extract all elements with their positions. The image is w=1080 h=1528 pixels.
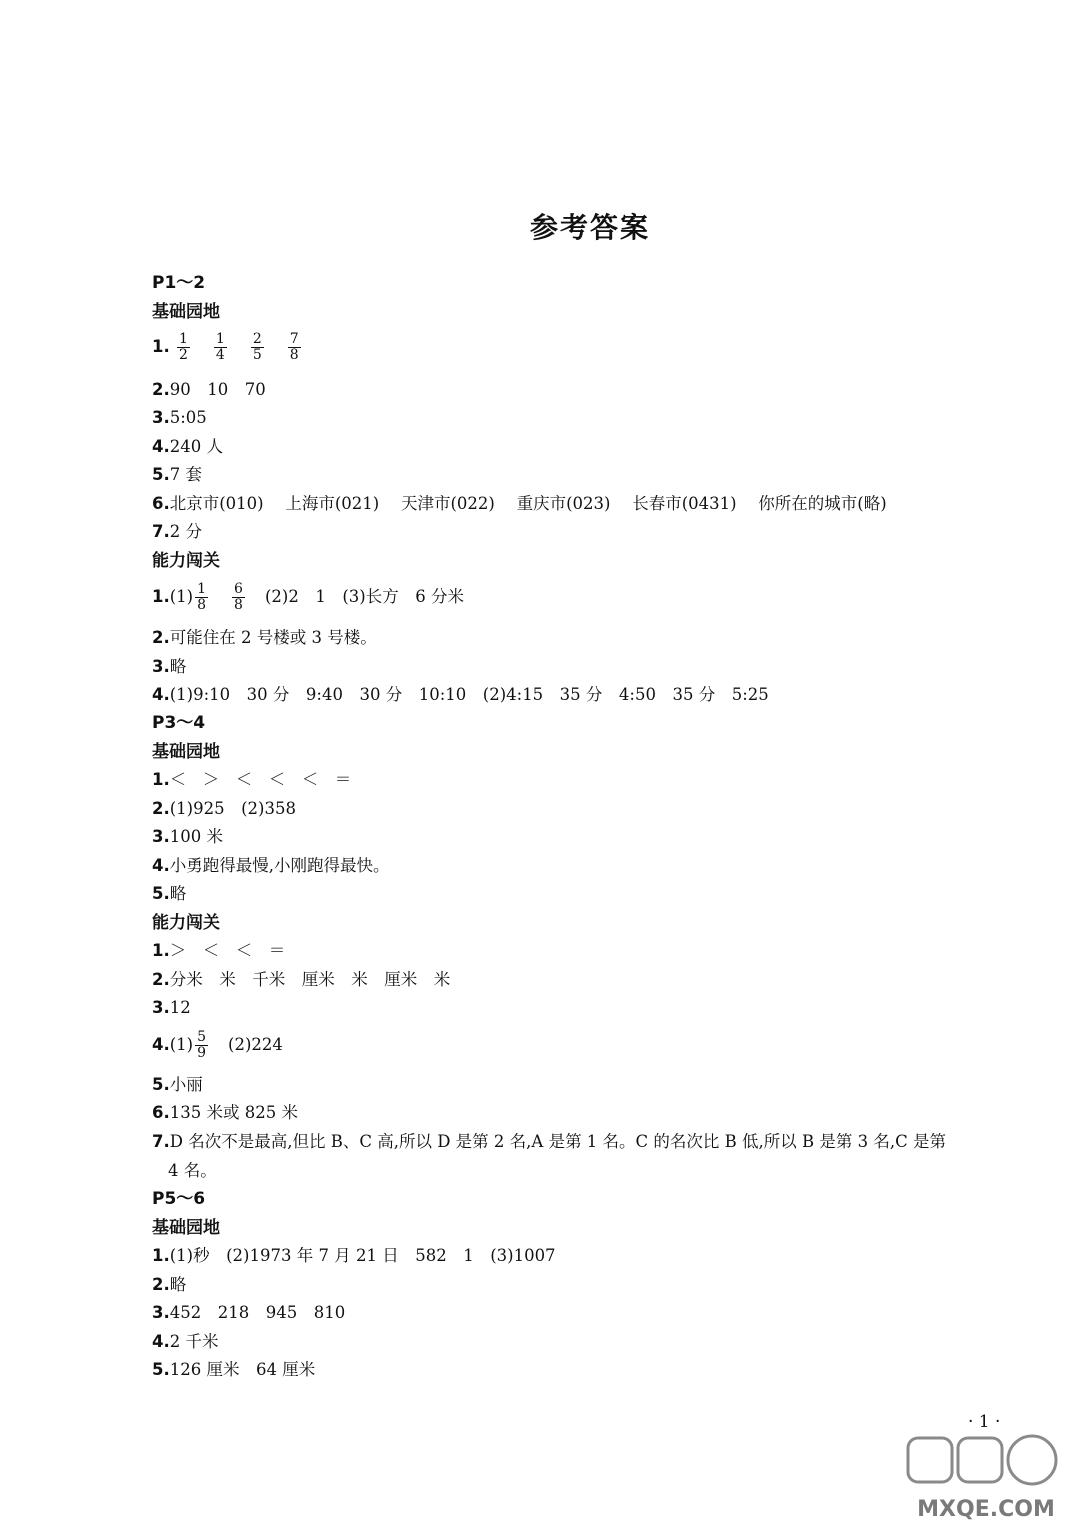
answer-text: 小丽: [169, 1075, 203, 1094]
answer-text: 12: [169, 998, 191, 1017]
fraction: [232, 582, 245, 613]
answer-p5-b2: [152, 1274, 186, 1296]
item-number: 2.: [152, 799, 170, 818]
fraction: [288, 332, 301, 363]
item-number: 1.: [152, 337, 170, 356]
item-number: 2.: [152, 628, 170, 647]
answer-text: 90 10 70: [169, 380, 266, 399]
subsection-basic-p5: 基础园地: [152, 1218, 220, 1238]
item-number: 1.: [152, 1246, 170, 1265]
fraction-numerator: 5: [197, 1029, 207, 1045]
item-number: 2.: [152, 970, 170, 989]
answer-p1-b5: [152, 464, 202, 486]
answer-p5-b3: [152, 1302, 345, 1324]
answer-text: 北京市(010) 上海市(021) 天津市(022) 重庆市(023) 长春市(0431) 你所在的城市(略): [169, 494, 887, 513]
answer-p3-a2: [152, 969, 450, 991]
item-number: 4.: [152, 1332, 170, 1351]
answer-text: (1)秒 (2)1973 年 7 月 21 日 582 1 (3)1007: [169, 1246, 556, 1265]
answer-p1-b1: [152, 332, 303, 363]
answer-p3-b3: [152, 826, 223, 848]
item-number: 6.: [152, 1103, 170, 1122]
item-number: 4.: [152, 437, 170, 456]
answer-p3-a7: [152, 1131, 946, 1153]
fraction-numerator: 1: [179, 331, 188, 347]
answer-text: 略: [169, 1275, 187, 1294]
item-number: 3.: [152, 408, 170, 427]
watermark-logo: [890, 1430, 1070, 1522]
fraction-numerator: 1: [215, 331, 225, 347]
answer-text: 7 套: [169, 465, 202, 484]
subsection-ability-p3: 能力闯关: [152, 913, 220, 933]
item-number: 1.: [152, 770, 170, 789]
fraction-numerator: 6: [234, 581, 243, 597]
answer-p1-a4: [152, 684, 769, 706]
answer-p1-b4: [152, 436, 223, 458]
answer-text: 小勇跑得最慢,小刚跑得最快。: [169, 856, 390, 875]
answer-p3-a5: [152, 1074, 203, 1096]
answer-p3-a3: [152, 997, 191, 1019]
answer-text: 略: [169, 884, 187, 903]
answer-text: (2)224: [228, 1035, 283, 1054]
answer-text: (1): [169, 587, 194, 606]
fraction-list: [193, 581, 247, 613]
answer-p3-b5: [152, 883, 186, 905]
fraction-list: [193, 1029, 210, 1061]
fraction: [195, 1030, 208, 1061]
answer-text: 240 人: [169, 437, 223, 456]
item-number: 3.: [152, 1303, 170, 1322]
item-number: 7.: [152, 1132, 170, 1151]
answer-p3-b2: [152, 798, 296, 820]
item-number: 4.: [152, 1035, 170, 1054]
fraction-denominator: 4: [215, 347, 225, 363]
answer-p5-b5: [152, 1359, 315, 1381]
answer-p1-b2: [152, 379, 266, 401]
fraction: [195, 582, 208, 613]
fraction-list: [175, 331, 303, 363]
answer-text: 分米 米 千米 厘米 米 厘米 米: [169, 970, 451, 989]
item-number: 3.: [152, 998, 170, 1017]
answer-text: ＞ ＜ ＜ ＝: [169, 941, 286, 960]
item-number: 3.: [152, 827, 170, 846]
answer-text: ＜ ＞ ＜ ＜ ＜ ＝: [169, 770, 352, 789]
item-number: 3.: [152, 657, 170, 676]
item-number: 1.: [152, 941, 170, 960]
fraction-denominator: 8: [234, 597, 243, 613]
answer-p5-b1: [152, 1245, 556, 1267]
item-number: 2.: [152, 380, 170, 399]
section-range-p3: P3～4: [152, 713, 206, 733]
answer-text: (1)925 (2)358: [169, 799, 296, 818]
fraction-denominator: 2: [179, 347, 188, 363]
item-number: 5.: [152, 884, 170, 903]
answer-text: (1): [169, 1035, 194, 1054]
answer-text: 452 218 945 810: [169, 1303, 346, 1322]
answer-p1-a3: [152, 656, 186, 678]
section-range-p1: P1～2: [152, 273, 206, 293]
answer-text: 126 厘米 64 厘米: [169, 1360, 316, 1379]
answer-text: D 名次不是最高,但比 B、C 高,所以 D 是第 2 名,A 是第 1 名。C 的名次比 B 低,所以 B 是第 3 名,C 是第: [169, 1132, 946, 1151]
fraction-denominator: 8: [197, 597, 207, 613]
answer-p1-a2: [152, 627, 377, 649]
answer-p1-b7: [152, 521, 202, 543]
item-number: 5.: [152, 1075, 170, 1094]
item-number: 2.: [152, 1275, 170, 1294]
answer-p1-b3: [152, 407, 207, 429]
item-number: 7.: [152, 522, 170, 541]
answer-p1-a1: [152, 582, 464, 613]
answer-p3-a4: [152, 1030, 283, 1061]
answer-text: 略: [169, 657, 187, 676]
item-number: 5.: [152, 465, 170, 484]
fraction: [177, 332, 190, 363]
item-number: 6.: [152, 494, 170, 513]
answer-p3-a6: [152, 1102, 298, 1124]
answer-p3-a1: [152, 940, 285, 962]
fraction: [251, 332, 264, 363]
answer-p5-b4: [152, 1331, 219, 1353]
fraction-numerator: 1: [197, 581, 207, 597]
watermark-text: MXQE.COM: [917, 1497, 1055, 1522]
answer-text: 可能住在 2 号楼或 3 号楼。: [169, 628, 377, 647]
section-range-p5: P5～6: [152, 1189, 206, 1209]
subsection-basic-p3: 基础园地: [152, 742, 220, 762]
answer-p3-b1: [152, 769, 351, 791]
fraction-denominator: 5: [252, 347, 262, 363]
answer-text: 5:05: [169, 408, 207, 427]
answer-p3-b4: [152, 855, 390, 877]
item-number: 4.: [152, 685, 170, 704]
answer-p1-b6: [152, 493, 887, 515]
item-number: 4.: [152, 856, 170, 875]
item-number: 5.: [152, 1360, 170, 1379]
answer-text: (2)2 1 (3)长方 6 分米: [264, 587, 464, 606]
answer-text: 100 米: [169, 827, 223, 846]
fraction-denominator: 9: [197, 1045, 207, 1061]
subsection-ability-p1: 能力闯关: [152, 551, 220, 571]
answer-text: 2 分: [169, 522, 202, 541]
answer-p3-a7-continued: 4 名。: [168, 1161, 217, 1180]
page-title: 参考答案: [529, 211, 650, 244]
fraction-numerator: 2: [252, 331, 262, 347]
answer-text: 135 米或 825 米: [169, 1103, 298, 1122]
fraction-numerator: 7: [289, 331, 299, 347]
page-number: · 1 ·: [968, 1412, 1001, 1432]
answer-text: (1)9:10 30 分 9:40 30 分 10:10 (2)4:15 35 分 4:50 35 分 5:25: [169, 685, 769, 704]
fraction: [214, 332, 227, 363]
answer-text: 2 千米: [169, 1332, 219, 1351]
item-number: 1.: [152, 587, 170, 606]
fraction-denominator: 8: [289, 347, 299, 363]
subsection-basic-p1: 基础园地: [152, 302, 220, 322]
